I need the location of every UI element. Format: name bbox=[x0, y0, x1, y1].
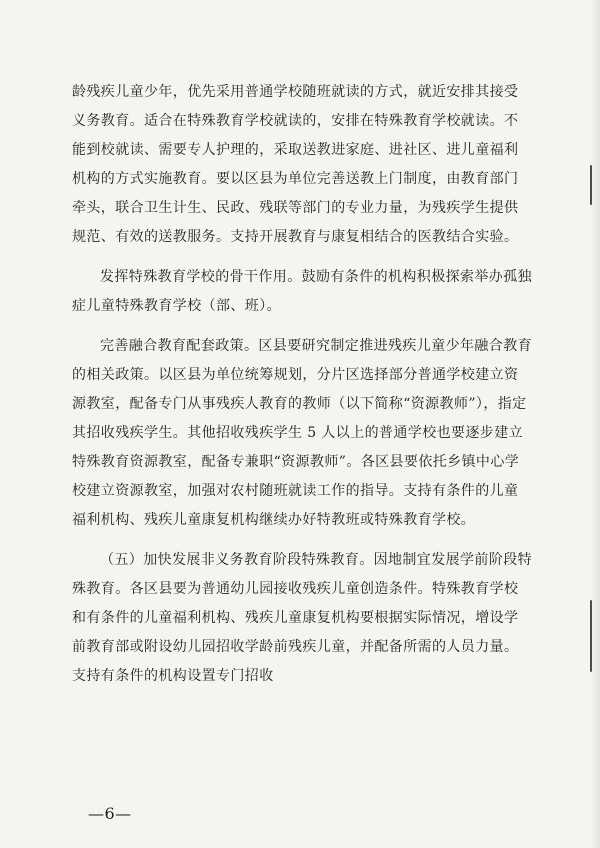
page-number: —6— bbox=[88, 804, 132, 823]
paragraph-2: 发挥特殊教育学校的骨干作用。鼓励有条件的机构积极探索举办孤独症儿童特殊教育学校（部、班）。 bbox=[72, 269, 532, 314]
scan-mark-bottom bbox=[590, 600, 592, 672]
scan-mark-top bbox=[590, 165, 592, 205]
paragraph-1: 龄残疾儿童少年，优先采用普通学校随班就读的方式，就近安排其接受义务教育。适合在特殊教育学校就读的，安排在特殊教育学校就读。不能到校就读、需要专人护理的，采取送教进家庭、进社区、进儿童福利机构的方式实施教育。要以区县为单位完善送教上门制度，由教育部门牵头，联合卫生计生、民政、残联等部门的专业力量，为残疾学生提供规范、有效的送教服务。支持开展教育与康复相结合的医教结合实验。 bbox=[72, 84, 519, 245]
paragraph-3: 完善融合教育配套政策。区县要研究制定推进残疾儿童少年融合教育的相关政策。以区县为单位统筹规划，分片区选择部分普通学校建立资源教室，配备专门从事残疾人教育的教师（以下简称“资源教师”），指定其招收残疾学生。其他招收残疾学生 5 人以上的普通学校也要逐步建立特殊教育资源教室，配备专兼职“资源教师”。各区县要依托乡镇中心学校建立资源教室，加强对农村随班就读工作的指导。支持有条件的儿童福利机构、残疾儿童康复机构继续办好特教班或特殊教育学校。 bbox=[72, 338, 532, 528]
scan-edge-shadow bbox=[590, 0, 600, 848]
document-body bbox=[72, 78, 532, 702]
paragraph-4: （五）加快发展非义务教育阶段特殊教育。因地制宜发展学前阶段特殊教育。各区县要为普通幼儿园接收残疾儿童创造条件。特殊教育学校和有条件的儿童福利机构、残疾儿童康复机构要根据实际情况，增设学前教育部或附设幼儿园招收学龄前残疾儿童，并配备所需的人员力量。支持有条件的机构设置专门招收 bbox=[72, 552, 532, 684]
